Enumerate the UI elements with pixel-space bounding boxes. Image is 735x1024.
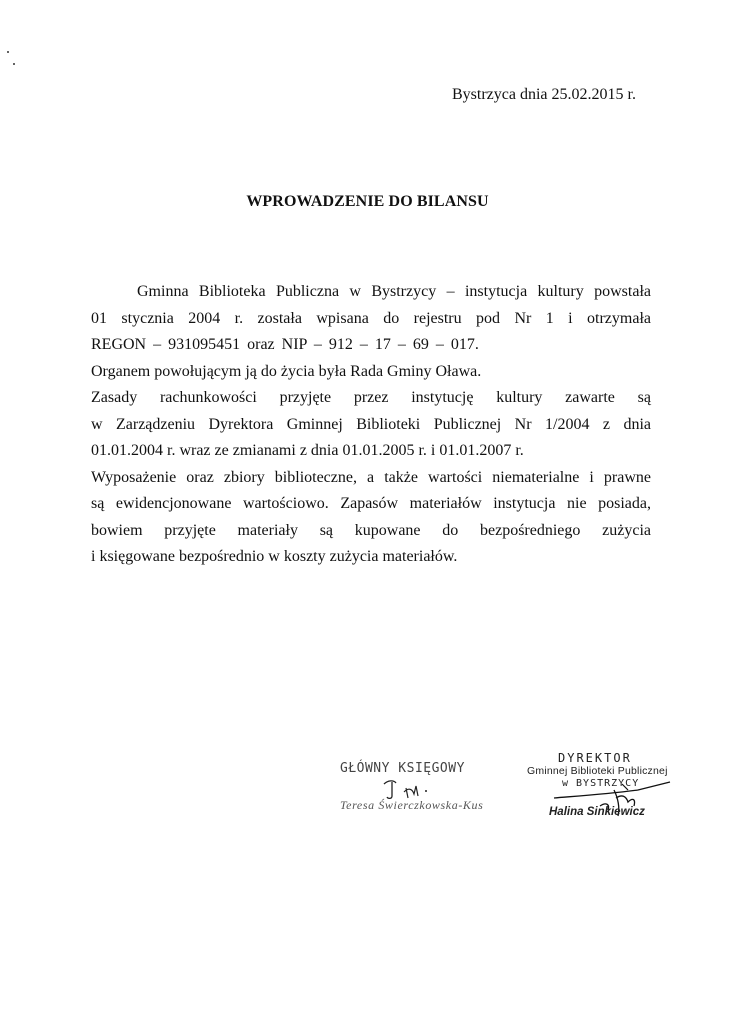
- director-stamp-town: w BYSTRZYCY: [562, 778, 640, 789]
- body-line: Zasady rachunkowości przyjęte przez instytucję kultury zawarte są: [91, 389, 651, 406]
- body-line: REGON – 931095451 oraz NIP – 912 – 17 – 69 – 017.: [91, 336, 479, 353]
- accountant-stamp-title: GŁÓWNY KSIĘGOWY: [340, 761, 465, 776]
- document-body: [91, 279, 651, 571]
- body-line: są ewidencjonowane wartościowo. Zapasów materiałów instytucja nie posiada,: [91, 495, 651, 512]
- body-line: Wyposażenie oraz zbiory biblioteczne, a także wartości niematerialne i prawne: [91, 468, 651, 486]
- scan-speck: [13, 63, 15, 65]
- scan-speck: [7, 51, 9, 53]
- body-line: 01.01.2004 r. wraz ze zmianami z dnia 01.01.2005 r. i 01.01.2007 r.: [91, 442, 524, 459]
- body-line: 01 stycznia 2004 r. została wpisana do rejestru pod Nr 1 i otrzymała: [91, 309, 651, 327]
- body-line: Organem powołującym ją do życia była Rada Gminy Oława.: [91, 362, 482, 380]
- body-line: i księgowane bezpośrednio w koszty zużycia materiałów.: [91, 548, 458, 565]
- director-stamp-title: DYREKTOR: [558, 751, 632, 765]
- date-line: Bystrzyca dnia 25.02.2015 r.: [452, 86, 636, 103]
- director-stamp-name: Halina Sinkiewicz: [549, 806, 645, 818]
- body-line: bowiem przyjęte materiały są kupowane do bezpośredniego zużycia: [91, 521, 651, 539]
- director-stamp-institution: Gminnej Biblioteki Publicznej: [527, 765, 668, 777]
- document-title: WPROWADZENIE DO BILANSU: [246, 193, 489, 210]
- body-line: w Zarządzeniu Dyrektora Gminnej Biblioteki Publicznej Nr 1/2004 z dnia: [91, 415, 651, 433]
- accountant-stamp-name: Teresa Świerczkowska-Kus: [340, 798, 484, 812]
- body-line: Gminna Biblioteka Publiczna w Bystrzycy – instytucja kultury powstała: [137, 283, 651, 300]
